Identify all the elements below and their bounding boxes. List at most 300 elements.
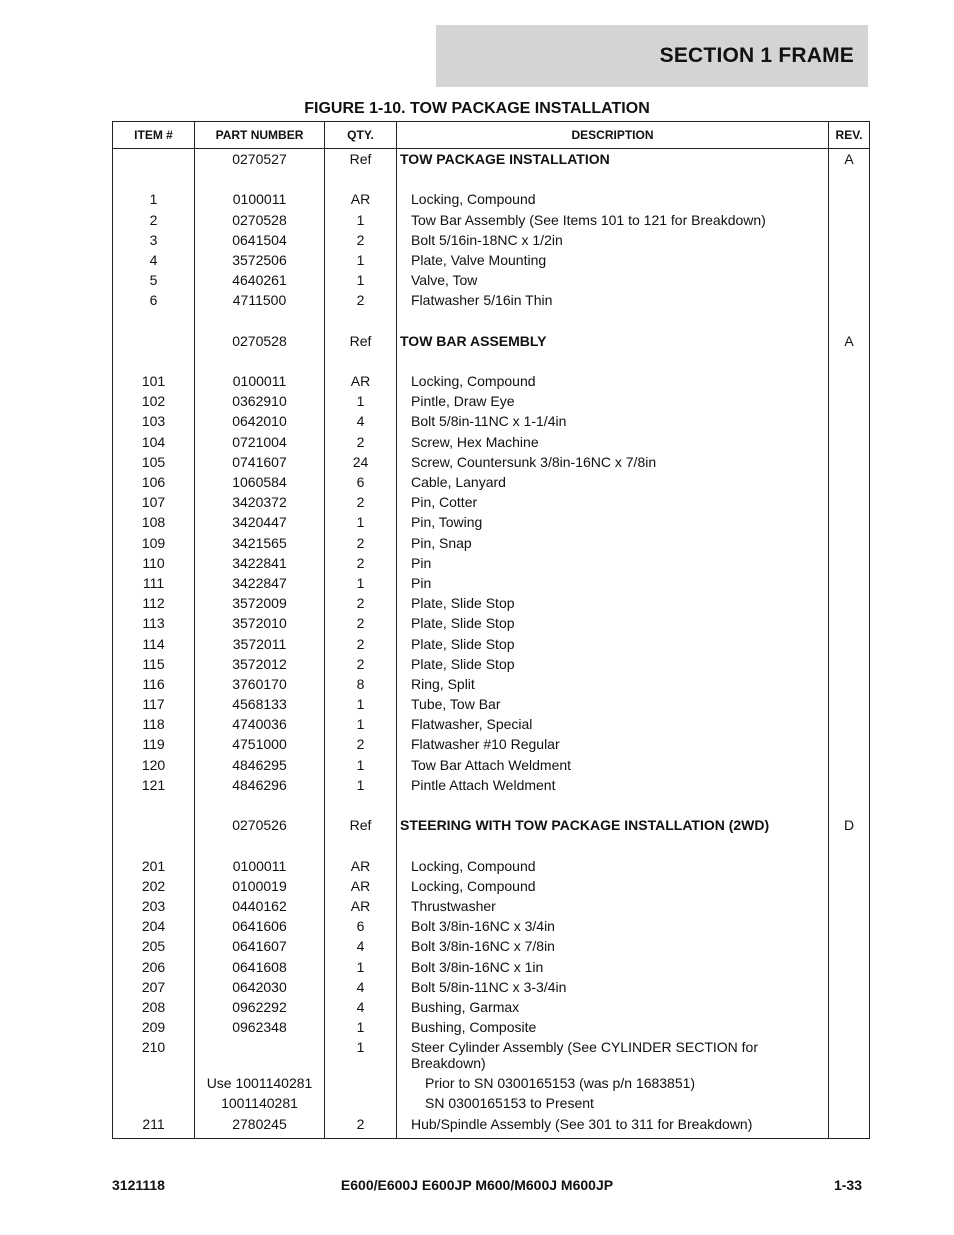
table-row xyxy=(113,272,870,292)
revision-cell xyxy=(829,636,870,656)
revision-cell xyxy=(829,393,870,413)
table-row xyxy=(113,575,870,595)
revision-cell xyxy=(829,494,870,514)
section-header xyxy=(436,25,868,87)
table-row xyxy=(113,797,870,817)
table-row xyxy=(113,858,870,878)
item-number-cell xyxy=(113,171,195,191)
part-number-cell: 0641606 xyxy=(195,918,325,938)
revision-cell xyxy=(829,858,870,878)
description-cell: Plate, Slide Stop xyxy=(397,615,829,635)
part-number-cell: 0642010 xyxy=(195,413,325,433)
quantity-cell: 1 xyxy=(325,959,397,979)
description-cell xyxy=(397,171,829,191)
item-number-cell: 117 xyxy=(113,696,195,716)
description-cell: TOW PACKAGE INSTALLATION xyxy=(397,149,829,172)
item-number-cell: 104 xyxy=(113,434,195,454)
quantity-cell xyxy=(325,1095,397,1115)
part-number-cell: 3420447 xyxy=(195,514,325,534)
quantity-cell: 2 xyxy=(325,232,397,252)
item-number-cell: 111 xyxy=(113,575,195,595)
description-cell: Bolt 5/8in-11NC x 3-3/4in xyxy=(397,979,829,999)
table-body xyxy=(113,149,870,1139)
description-cell: SN 0300165153 to Present xyxy=(397,1095,829,1115)
table-row xyxy=(113,878,870,898)
table-row xyxy=(113,353,870,373)
revision-cell xyxy=(829,999,870,1019)
item-number-cell: 210 xyxy=(113,1039,195,1075)
description-cell: Valve, Tow xyxy=(397,272,829,292)
part-number-cell: 3420372 xyxy=(195,494,325,514)
quantity-cell: 4 xyxy=(325,938,397,958)
table-row xyxy=(113,1075,870,1095)
part-number-cell xyxy=(195,1039,325,1075)
part-number-cell: 4711500 xyxy=(195,292,325,312)
description-cell: Prior to SN 0300165153 (was p/n 1683851) xyxy=(397,1075,829,1095)
quantity-cell: 6 xyxy=(325,918,397,938)
column-header-rev: REV. xyxy=(829,122,870,149)
description-cell: Bushing, Garmax xyxy=(397,999,829,1019)
item-number-cell: 113 xyxy=(113,615,195,635)
description-cell: Locking, Compound xyxy=(397,191,829,211)
table-row xyxy=(113,514,870,534)
quantity-cell: AR xyxy=(325,858,397,878)
quantity-cell xyxy=(325,797,397,817)
revision-cell xyxy=(829,535,870,555)
description-cell: Bolt 5/8in-11NC x 1-1/4in xyxy=(397,413,829,433)
quantity-cell: 1 xyxy=(325,696,397,716)
part-number-cell: 4568133 xyxy=(195,696,325,716)
revision-cell xyxy=(829,313,870,333)
quantity-cell: 8 xyxy=(325,676,397,696)
table-row xyxy=(113,716,870,736)
table-row xyxy=(113,333,870,353)
quantity-cell: 2 xyxy=(325,494,397,514)
item-number-cell: 105 xyxy=(113,454,195,474)
item-number-cell: 202 xyxy=(113,878,195,898)
revision-cell xyxy=(829,434,870,454)
table-row xyxy=(113,1116,870,1139)
description-cell: Pintle, Draw Eye xyxy=(397,393,829,413)
part-number-cell: 0270526 xyxy=(195,817,325,837)
quantity-cell: 2 xyxy=(325,292,397,312)
revision-cell xyxy=(829,837,870,857)
item-number-cell: 201 xyxy=(113,858,195,878)
part-number-cell: 3422847 xyxy=(195,575,325,595)
revision-cell xyxy=(829,474,870,494)
item-number-cell xyxy=(113,313,195,333)
description-cell: Cable, Lanyard xyxy=(397,474,829,494)
item-number-cell: 206 xyxy=(113,959,195,979)
item-number-cell: 1 xyxy=(113,191,195,211)
description-cell: Tow Bar Attach Weldment xyxy=(397,757,829,777)
part-number-cell: 0641608 xyxy=(195,959,325,979)
description-cell xyxy=(397,797,829,817)
table-row xyxy=(113,555,870,575)
quantity-cell xyxy=(325,171,397,191)
table-row xyxy=(113,171,870,191)
description-cell: Locking, Compound xyxy=(397,858,829,878)
revision-cell xyxy=(829,1116,870,1139)
parts-table xyxy=(112,121,870,1139)
quantity-cell: 1 xyxy=(325,393,397,413)
revision-cell xyxy=(829,696,870,716)
table-row xyxy=(113,918,870,938)
description-cell: Ring, Split xyxy=(397,676,829,696)
description-cell: STEERING WITH TOW PACKAGE INSTALLATION (2WD) xyxy=(397,817,829,837)
description-cell: Plate, Slide Stop xyxy=(397,595,829,615)
part-number-cell: 3572506 xyxy=(195,252,325,272)
part-number-cell: 0440162 xyxy=(195,898,325,918)
description-cell: Bolt 3/8in-16NC x 3/4in xyxy=(397,918,829,938)
part-number-cell: 0962348 xyxy=(195,1019,325,1039)
item-number-cell xyxy=(113,149,195,172)
quantity-cell: 2 xyxy=(325,535,397,555)
part-number-cell: 0362910 xyxy=(195,393,325,413)
description-cell: Locking, Compound xyxy=(397,878,829,898)
revision-cell xyxy=(829,777,870,797)
revision-cell xyxy=(829,716,870,736)
column-header-description: DESCRIPTION xyxy=(397,122,829,149)
item-number-cell: 116 xyxy=(113,676,195,696)
description-cell: Locking, Compound xyxy=(397,373,829,393)
revision-cell xyxy=(829,212,870,232)
item-number-cell: 115 xyxy=(113,656,195,676)
part-number-cell: 0100019 xyxy=(195,878,325,898)
part-number-cell xyxy=(195,797,325,817)
item-number-cell: 204 xyxy=(113,918,195,938)
table-row xyxy=(113,373,870,393)
revision-cell xyxy=(829,615,870,635)
revision-cell xyxy=(829,918,870,938)
table-row xyxy=(113,191,870,211)
revision-cell xyxy=(829,1019,870,1039)
table-row xyxy=(113,757,870,777)
revision-cell xyxy=(829,1039,870,1075)
revision-cell xyxy=(829,252,870,272)
description-cell xyxy=(397,313,829,333)
item-number-cell xyxy=(113,1075,195,1095)
description-cell: Bolt 3/8in-16NC x 7/8in xyxy=(397,938,829,958)
quantity-cell: AR xyxy=(325,373,397,393)
item-number-cell: 119 xyxy=(113,736,195,756)
column-header-part-number: PART NUMBER xyxy=(195,122,325,149)
part-number-cell xyxy=(195,171,325,191)
description-cell: Plate, Slide Stop xyxy=(397,636,829,656)
revision-cell xyxy=(829,353,870,373)
table-row xyxy=(113,393,870,413)
quantity-cell: 1 xyxy=(325,757,397,777)
revision-cell: D xyxy=(829,817,870,837)
revision-cell xyxy=(829,676,870,696)
quantity-cell: 1 xyxy=(325,252,397,272)
item-number-cell: 3 xyxy=(113,232,195,252)
table-row xyxy=(113,1095,870,1115)
part-number-cell: 0641504 xyxy=(195,232,325,252)
part-number-cell: 4846295 xyxy=(195,757,325,777)
revision-cell xyxy=(829,191,870,211)
revision-cell xyxy=(829,757,870,777)
quantity-cell: AR xyxy=(325,878,397,898)
revision-cell xyxy=(829,292,870,312)
quantity-cell: 2 xyxy=(325,555,397,575)
quantity-cell: 1 xyxy=(325,575,397,595)
quantity-cell: 1 xyxy=(325,1039,397,1075)
quantity-cell: Ref xyxy=(325,333,397,353)
description-cell: Tow Bar Assembly (See Items 101 to 121 for Breakdown) xyxy=(397,212,829,232)
quantity-cell: 1 xyxy=(325,272,397,292)
quantity-cell: Ref xyxy=(325,149,397,172)
description-cell: Pintle Attach Weldment xyxy=(397,777,829,797)
table-row xyxy=(113,474,870,494)
revision-cell xyxy=(829,959,870,979)
part-number-cell: 3421565 xyxy=(195,535,325,555)
quantity-cell: AR xyxy=(325,898,397,918)
description-cell: Pin, Snap xyxy=(397,535,829,555)
part-number-cell: 4640261 xyxy=(195,272,325,292)
quantity-cell: Ref xyxy=(325,817,397,837)
description-cell: Thrustwasher xyxy=(397,898,829,918)
item-number-cell: 107 xyxy=(113,494,195,514)
item-number-cell: 108 xyxy=(113,514,195,534)
quantity-cell: 2 xyxy=(325,434,397,454)
description-cell: Pin xyxy=(397,575,829,595)
revision-cell xyxy=(829,454,870,474)
revision-cell xyxy=(829,555,870,575)
table-header-row xyxy=(113,122,870,149)
part-number-cell: 1060584 xyxy=(195,474,325,494)
table-row xyxy=(113,696,870,716)
revision-cell xyxy=(829,797,870,817)
item-number-cell: 211 xyxy=(113,1116,195,1139)
revision-cell xyxy=(829,413,870,433)
table-row xyxy=(113,454,870,474)
table-row xyxy=(113,959,870,979)
quantity-cell: 2 xyxy=(325,595,397,615)
part-number-cell: 3760170 xyxy=(195,676,325,696)
table-row xyxy=(113,413,870,433)
description-cell: Flatwasher #10 Regular xyxy=(397,736,829,756)
item-number-cell: 103 xyxy=(113,413,195,433)
description-cell: Plate, Valve Mounting xyxy=(397,252,829,272)
part-number-cell: 0641607 xyxy=(195,938,325,958)
quantity-cell: 2 xyxy=(325,636,397,656)
table-row xyxy=(113,615,870,635)
part-number-cell: 0100011 xyxy=(195,373,325,393)
description-cell: Tube, Tow Bar xyxy=(397,696,829,716)
part-number-cell: 4846296 xyxy=(195,777,325,797)
part-number-cell: 0721004 xyxy=(195,434,325,454)
quantity-cell: 1 xyxy=(325,514,397,534)
table-row xyxy=(113,212,870,232)
part-number-cell: 0741607 xyxy=(195,454,325,474)
column-header-qty: QTY. xyxy=(325,122,397,149)
table-row xyxy=(113,313,870,333)
revision-cell: A xyxy=(829,333,870,353)
footer-models: E600/E600J E600JP M600/M600J M600JP xyxy=(340,1177,614,1193)
quantity-cell: AR xyxy=(325,191,397,211)
quantity-cell: 2 xyxy=(325,615,397,635)
table-row xyxy=(113,434,870,454)
item-number-cell: 209 xyxy=(113,1019,195,1039)
revision-cell xyxy=(829,595,870,615)
description-cell: Bolt 3/8in-16NC x 1in xyxy=(397,959,829,979)
part-number-cell: 3572009 xyxy=(195,595,325,615)
item-number-cell xyxy=(113,817,195,837)
description-cell: Bolt 5/16in-18NC x 1/2in xyxy=(397,232,829,252)
quantity-cell: 1 xyxy=(325,716,397,736)
part-number-cell: 2780245 xyxy=(195,1116,325,1139)
part-number-cell: 0962292 xyxy=(195,999,325,1019)
part-number-cell: 0270528 xyxy=(195,212,325,232)
part-number-cell xyxy=(195,313,325,333)
table-row xyxy=(113,777,870,797)
table-row xyxy=(113,676,870,696)
revision-cell xyxy=(829,171,870,191)
table-row xyxy=(113,656,870,676)
part-number-cell: 4751000 xyxy=(195,736,325,756)
table-row xyxy=(113,535,870,555)
description-cell: Screw, Countersunk 3/8in-16NC x 7/8in xyxy=(397,454,829,474)
revision-cell xyxy=(829,1095,870,1115)
quantity-cell: 4 xyxy=(325,979,397,999)
quantity-cell: 1 xyxy=(325,777,397,797)
table-row xyxy=(113,252,870,272)
part-number-cell: 3572011 xyxy=(195,636,325,656)
description-cell: Screw, Hex Machine xyxy=(397,434,829,454)
revision-cell xyxy=(829,514,870,534)
table-row xyxy=(113,149,870,172)
part-number-cell: 0270528 xyxy=(195,333,325,353)
table-row xyxy=(113,1019,870,1039)
item-number-cell: 2 xyxy=(113,212,195,232)
item-number-cell: 121 xyxy=(113,777,195,797)
item-number-cell: 114 xyxy=(113,636,195,656)
table-row xyxy=(113,1039,870,1075)
part-number-cell xyxy=(195,353,325,373)
part-number-cell: 0100011 xyxy=(195,858,325,878)
figure-title: FIGURE 1-10. TOW PACKAGE INSTALLATION xyxy=(304,100,650,117)
revision-cell xyxy=(829,656,870,676)
part-number-cell: 0642030 xyxy=(195,979,325,999)
quantity-cell: 2 xyxy=(325,736,397,756)
item-number-cell: 5 xyxy=(113,272,195,292)
item-number-cell: 120 xyxy=(113,757,195,777)
revision-cell xyxy=(829,373,870,393)
description-cell: Pin, Cotter xyxy=(397,494,829,514)
item-number-cell: 203 xyxy=(113,898,195,918)
item-number-cell: 102 xyxy=(113,393,195,413)
quantity-cell: 4 xyxy=(325,999,397,1019)
quantity-cell xyxy=(325,837,397,857)
item-number-cell: 112 xyxy=(113,595,195,615)
revision-cell xyxy=(829,272,870,292)
quantity-cell: 1 xyxy=(325,212,397,232)
revision-cell xyxy=(829,878,870,898)
part-number-cell: 3572012 xyxy=(195,656,325,676)
quantity-cell: 1 xyxy=(325,1019,397,1039)
description-cell: Pin xyxy=(397,555,829,575)
table-row xyxy=(113,898,870,918)
table-row xyxy=(113,494,870,514)
item-number-cell xyxy=(113,353,195,373)
part-number-cell: 0100011 xyxy=(195,191,325,211)
item-number-cell: 110 xyxy=(113,555,195,575)
table-row xyxy=(113,999,870,1019)
description-cell: TOW BAR ASSEMBLY xyxy=(397,333,829,353)
item-number-cell: 106 xyxy=(113,474,195,494)
footer-doc-number: 3121118 xyxy=(112,1177,165,1193)
table-row xyxy=(113,292,870,312)
item-number-cell xyxy=(113,333,195,353)
item-number-cell: 4 xyxy=(113,252,195,272)
quantity-cell xyxy=(325,1075,397,1095)
table-row xyxy=(113,736,870,756)
part-number-cell: 0270527 xyxy=(195,149,325,172)
part-number-cell: Use 1001140281 xyxy=(195,1075,325,1095)
description-cell xyxy=(397,837,829,857)
item-number-cell: 205 xyxy=(113,938,195,958)
revision-cell xyxy=(829,979,870,999)
part-number-cell: 3572010 xyxy=(195,615,325,635)
quantity-cell: 6 xyxy=(325,474,397,494)
revision-cell xyxy=(829,232,870,252)
table-row xyxy=(113,595,870,615)
description-cell: Steer Cylinder Assembly (See CYLINDER SECTION for Breakdown) xyxy=(397,1039,829,1075)
description-cell: Plate, Slide Stop xyxy=(397,656,829,676)
revision-cell xyxy=(829,575,870,595)
quantity-cell: 2 xyxy=(325,656,397,676)
description-cell: Flatwasher, Special xyxy=(397,716,829,736)
quantity-cell: 24 xyxy=(325,454,397,474)
description-cell: Pin, Towing xyxy=(397,514,829,534)
table-row xyxy=(113,938,870,958)
table-row xyxy=(113,636,870,656)
revision-cell xyxy=(829,1075,870,1095)
item-number-cell xyxy=(113,837,195,857)
item-number-cell xyxy=(113,797,195,817)
quantity-cell xyxy=(325,353,397,373)
table-row xyxy=(113,817,870,837)
revision-cell xyxy=(829,736,870,756)
item-number-cell: 207 xyxy=(113,979,195,999)
part-number-cell: 4740036 xyxy=(195,716,325,736)
quantity-cell xyxy=(325,313,397,333)
description-cell: Hub/Spindle Assembly (See 301 to 311 for Breakdown) xyxy=(397,1116,829,1139)
item-number-cell: 118 xyxy=(113,716,195,736)
table-row xyxy=(113,979,870,999)
part-number-cell xyxy=(195,837,325,857)
part-number-cell: 1001140281 xyxy=(195,1095,325,1115)
section-title: SECTION 1 FRAME xyxy=(659,44,854,67)
quantity-cell: 2 xyxy=(325,1116,397,1139)
revision-cell: A xyxy=(829,149,870,172)
item-number-cell: 208 xyxy=(113,999,195,1019)
description-cell: Bushing, Composite xyxy=(397,1019,829,1039)
footer-page-number: 1-33 xyxy=(833,1177,862,1193)
revision-cell xyxy=(829,898,870,918)
part-number-cell: 3422841 xyxy=(195,555,325,575)
table-row xyxy=(113,232,870,252)
quantity-cell: 4 xyxy=(325,413,397,433)
column-header-item: ITEM # xyxy=(113,122,195,149)
table-row xyxy=(113,837,870,857)
item-number-cell xyxy=(113,1095,195,1115)
description-cell: Flatwasher 5/16in Thin xyxy=(397,292,829,312)
description-cell xyxy=(397,353,829,373)
item-number-cell: 101 xyxy=(113,373,195,393)
item-number-cell: 109 xyxy=(113,535,195,555)
